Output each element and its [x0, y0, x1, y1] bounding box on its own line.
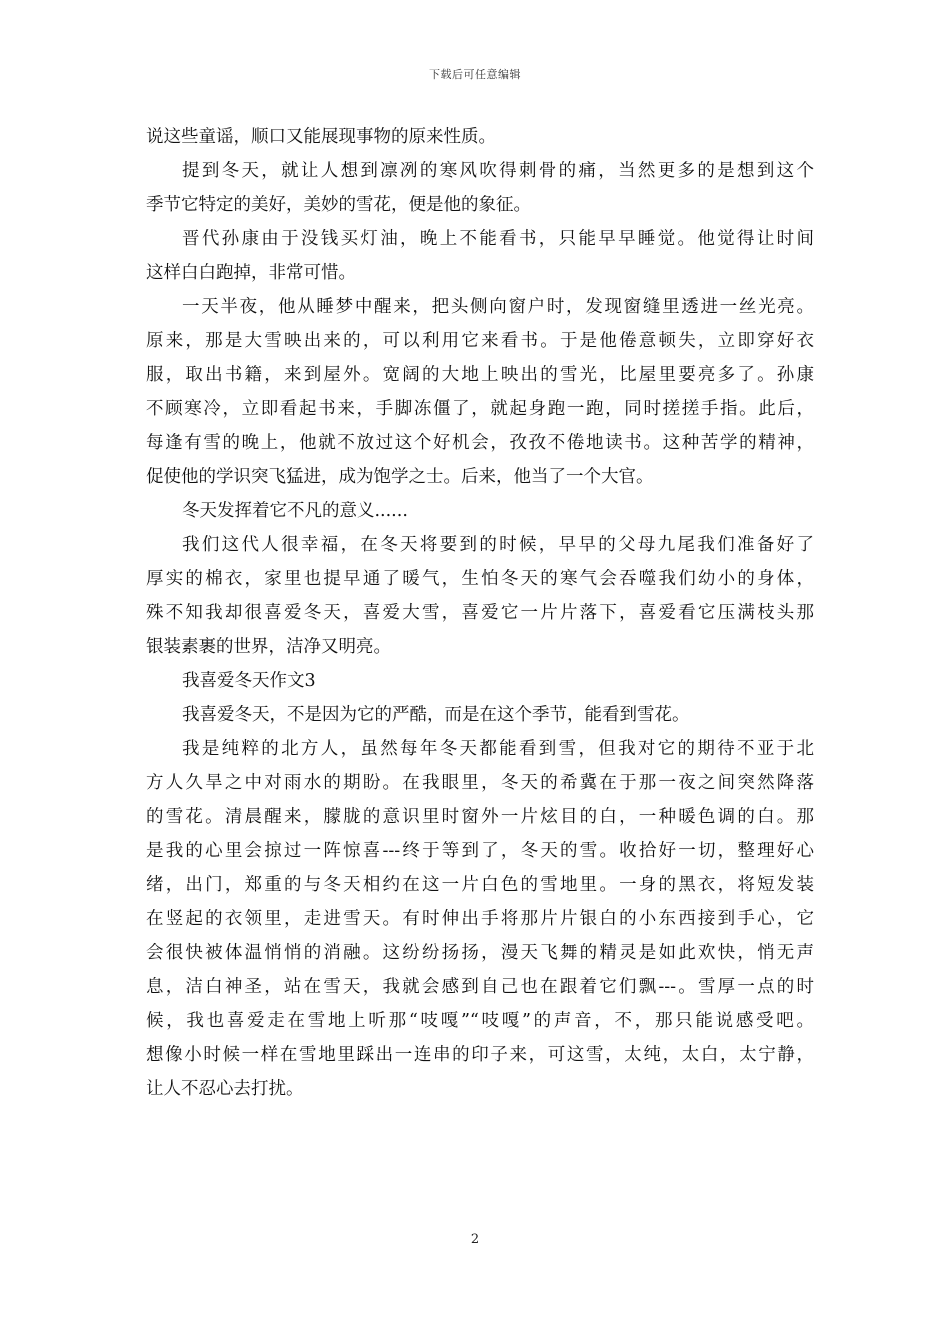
text-line: 银装素裹的世界，洁净又明亮。: [146, 637, 391, 657]
text-line: 是我的心里会掠过一阵惊喜---终于等到了，冬天的雪。收拾好一切，整理好心: [146, 841, 814, 861]
text-line: 提到冬天，就让人想到凛冽的寒风吹得刺骨的痛，当然更多的是想到这个: [182, 161, 814, 181]
text-line: 季节它特定的美好，美妙的雪花，便是他的象征。: [146, 195, 531, 215]
text-line: 厚实的棉衣，家里也提早通了暖气，生怕冬天的寒气会吞噬我们幼小的身体，: [146, 569, 814, 589]
text-line: 说这些童谣，顺口又能展现事物的原来性质。: [146, 127, 496, 147]
text-line: 会很快被体温悄悄的消融。这纷纷扬扬，漫天飞舞的精灵是如此欢快，悄无声: [146, 943, 814, 963]
text-line: 我喜爱冬天，不是因为它的严酷，而是在这个季节，能看到雪花。: [182, 705, 690, 725]
text-line: 绪，出门，郑重的与冬天相约在这一片白色的雪地里。一身的黑衣，将短发装: [146, 875, 814, 895]
text-line: 候，我也喜爱走在雪地上听那“吱嘎”“吱嘎”的声音，不，那只能说感受吧。: [146, 1011, 814, 1031]
text-line: 让人不忍心去打扰。: [146, 1079, 304, 1099]
text-line: 服，取出书籍，来到屋外。宽阔的大地上映出的雪光，比屋里要亮多了。孙康: [146, 365, 814, 385]
text-line: 这样白白跑掉，非常可惜。: [146, 263, 356, 283]
text-line: 方人久旱之中对雨水的期盼。在我眼里，冬天的希冀在于那一夜之间突然降落: [146, 773, 814, 793]
page-header: 下载后可任意编辑: [429, 68, 521, 81]
text-line: 每逢有雪的晚上，他就不放过这个好机会，孜孜不倦地读书。这种苦学的精神，: [146, 433, 814, 453]
text-line: 息，洁白神圣，站在雪天，我就会感到自己也在跟着它们飘---。雪厚一点的时: [146, 977, 814, 997]
text-line: 不顾寒冷，立即看起书来，手脚冻僵了，就起身跑一跑，同时搓搓手指。此后，: [146, 399, 814, 419]
text-line: 冬天发挥着它不凡的意义......: [182, 501, 408, 521]
text-line: 晋代孙康由于没钱买灯油，晚上不能看书，只能早早睡觉。他觉得让时间: [182, 229, 814, 249]
text-line: 我们这代人很幸福，在冬天将要到的时候，早早的父母九尾我们准备好了: [182, 535, 814, 555]
text-line: 在竖起的衣领里，走进雪天。有时伸出手将那片片银白的小东西接到手心，它: [146, 909, 814, 929]
text-line: 我喜爱冬天作文3: [182, 671, 316, 691]
page-number: 2: [470, 1232, 480, 1247]
text-line: 原来，那是大雪映出来的，可以利用它来看书。于是他倦意顿失，立即穿好衣: [146, 331, 814, 351]
text-line: 殊不知我却很喜爱冬天，喜爱大雪，喜爱它一片片落下，喜爱看它压满枝头那: [146, 603, 814, 623]
document-body: [146, 120, 814, 1106]
text-line: 的雪花。清晨醒来，朦胧的意识里时窗外一片炫目的白，一种暖色调的白。那: [146, 807, 814, 827]
text-line: 我是纯粹的北方人，虽然每年冬天都能看到雪，但我对它的期待不亚于北: [182, 739, 814, 759]
text-line: 想像小时候一样在雪地里踩出一连串的印子来，可这雪，太纯，太白，太宁静，: [146, 1045, 814, 1065]
text-line: 一天半夜，他从睡梦中醒来，把头侧向窗户时，发现窗缝里透进一丝光亮。: [182, 297, 814, 317]
text-line: 促使他的学识突飞猛进，成为饱学之士。后来，他当了一个大官。: [146, 467, 654, 487]
